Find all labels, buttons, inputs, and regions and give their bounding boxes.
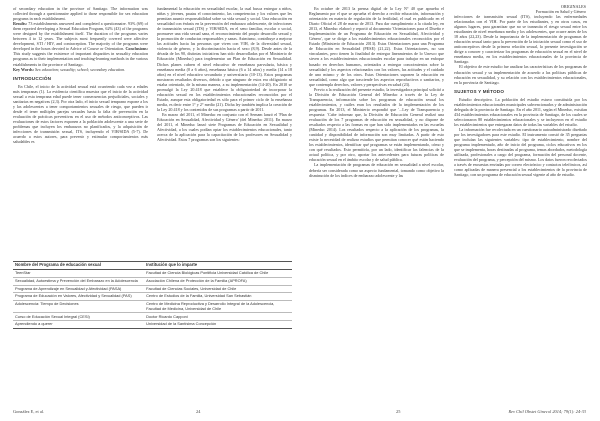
keywords-text: Sex education; sexuality; school; secondary education. [33, 66, 126, 72]
institution-cell: Centro de Medicina Reproductiva y Desarrollo Integral de la Adolescencia, Facultad de Medicina, Universidad de Chile [144, 301, 292, 313]
body-paragraph: El objetivo de este estudio fue analizar las características de los programas de educación sexual y su implementación de acuerdo a las políticas públicas de educación en sexualidad, y su relación con los establecimientos educacionales, en la provincia de Santiago. [454, 64, 587, 85]
institution-cell: Centro de Estudios de la Familia, Universidad San Sebastián [144, 293, 292, 301]
header-section: ORIGINALES [560, 4, 586, 9]
header-subsection: Formación en Salud y Género [535, 9, 586, 14]
column-4 [454, 14, 587, 177]
table-header-program: Nombre del Programa de educación sexual [13, 262, 144, 270]
results-paragraph [13, 21, 148, 66]
keywords-label: Key Words: [13, 66, 34, 72]
program-cell: Aprendiendo a querer [13, 321, 144, 329]
footer-citation: Rev Chil Obstet Ginecol 2014; 79(1): 24-33 [508, 409, 586, 414]
program-cell: Adolescencia: Tiempo de Decisiones [13, 301, 144, 313]
footer-authors: González E, et al. [13, 409, 45, 414]
body-paragraph: En octubre de 2013 la prensa digital de la Ley N° 40 que aprueba el Reglamento por el que se aprueba el derecho a recibir educación, información y orientación en materia de regulación de la fertilidad, el cual es publicado en el Diario Oficial el 28 de marzo de 2013. Para dar cumplimiento a la citada ley, en 2013, el Mineduc elaboró y reportó al documento 'Orientaciones para el Diseño e Implementación de un Programa de Educación en Sexualidad, Afectividad y Género', que se dirige a los establecimientos educacionales reconocidos por el Estado (Ministerio de Educación 2013). Estas Orientaciones para una Programa de Educación en Sexualidad (PESE) (21,22). Estas Orientaciones, no son vinculantes, pero tienen la finalidad de entregar lineamientos de lo Unesco que sirven a los establecimientos educacionales escolar para trabajar en un enfoque basado en derechos humanos, orientados a entregar conocimientos sobre la sexualidad y los aspectos relacionados con los valores, las actitudes y el cuidado de uno mismo y de los otros. Estas Orientaciones suponen la educación en sexualidad, como algo que trasciende los aspectos reproductivos o sanitarios, y que contempla derechos, valores y perspectivas en salud (23). [309, 6, 444, 87]
body-paragraph: Estudio descriptivo. La población del estudio estuvo constituida por los establecimientos educacionales municipales subvencionados y de administración delegada de la provincia de Santiago. En el año 2011, según el Mineduc, existían 434 establecimientos educacionales en la provincia de Santiago, de los cuales se seleccionaron 80 establecimientos educacionales y se incluyeron en el estudio los establecimientos que entregaran datos de todas las variables del estudio. [454, 96, 587, 127]
table-row [13, 269, 292, 277]
page-number-left: 24 [196, 409, 201, 414]
body-paragraph: Previo a la realización del presente estudio, la investigadora principal solicitó a la División de Educación General del Mineduc a través de la Ley de Transparencia, información sobre los programas de educación sexual los establecimientos, y cuáles eran los resultados de la implementación de los programas. En 2013, el Ministerio respondió que '...Ley de Transparencia y respuesta: 'Cabe informar que, la División de Educación General realizó una evaluación de los 7 programas de educación en sexualidad, y no dispone de resultados respecto a las formas en que han sido implementados en las escuelas (Mineduc 2014). Los resultados respecto a la aplicación de los programas, la cantidad y disponibilidad de información son muy limitadas. A partir de esto existe la necesidad de realizar estudios que permitan conocer qué están haciendo los establecimientos, identificar qué programas se están implementando, cómo y con qué resultados. Esto permitiría, por un lado, identificar las falencias de la actual política, y por otro, aportar los antecedentes para futuras políticas de educación sexual en el ámbito escolar y de salud pública. [309, 86, 444, 163]
table-header-row [13, 262, 292, 270]
table-header-institution: Institución que lo imparte [144, 262, 292, 270]
body-paragraph: La implementación de programas de educación en sexualidad a nivel escolar, debería ser considerada como un aspecto fundamental, tomando como objetivo la disminución de los índices de embarazo adolescente y las [309, 162, 444, 178]
table-row [13, 285, 292, 293]
column-2 [157, 6, 292, 142]
body-paragraph: fundamental la educación en sexualidad escolar, la cual busca entregar a niños, niñas y jóvenes, pautas el conocimiento, las competencias y los valores que les permitan asumir responsabilidad sobre su vida sexual y social. Una educación en sexualidad con énfasis en la prevención del embarazo adolescente, de infecciones de transmisión sexual (ITS) y VIH/SIDA, en el seno familiar, escolar o social, promueve una vida sexual sana, el reconocimiento del propio desarrollo sexual y la promoción de conductas responsables y sanas. Asimismo, contribuye a mejorar las actitudes hacia las personas que viven con VIH, de la diversidad sexual, violencia de género, y la discriminación hacia el sexo (8,9). Desde antes de la década de los 90, distintas iniciativas han sido desarrolladas por el Ministerio de Educación (Mineduc) para implementar un Plan de Educación en Sexualidad. Dichos planes cubren el nivel educativo de enseñanza parvularia, básica y enseñanza media (0 a 6 años), enseñanza básica (6 a 14 años) y media (14 a 18 años) en el nivel educativo secundario y universitario (10-13). Estos programas mostraron resultados diversos, debido a que ninguno de estos era obligatorio ni estaba orientado, de la misma manera, a su implementación (14-20). En 2010 se promulgó la Ley 20.418 que establece la obligatoriedad de incorporar la educación sexual en los establecimientos educacionales reconocidos por el Estado, aunque esta obligatoriedad es sólo para el primer ciclo de la enseñanza media, es decir entre 1° y 2° medio (21). Dicha ley también implica la creación de la Ley 20.418 y los contenidos de sus programas a partir de 2011. [157, 6, 292, 112]
table-row [13, 313, 292, 321]
program-cell: Curso de Educación Sexual Integral (CESI) [13, 313, 144, 321]
abstract-text: of secondary education in the province of Santiago. The information was collected through a questionnaire applied to those responsible for sex education programs in each establishment. [13, 6, 148, 22]
results-text: 73 establishments answered and completed a questionnaire. 93% (69) of them reported developing a Sexual Education Program, 62% (43) of the programs were designed by the establishment itself. The duration of the programs varies between 4 to 12 years. The subjects most frequently covered were affective development, STI / HIV, and contraception. The majority of the programs were developed in the hours devoted to Advice of Course or Orientation. [13, 21, 148, 52]
institution-cell: Asociación Chilena de Protección de la Familia (APROFA) [144, 277, 292, 285]
conclusions-label: Conclusions: [125, 46, 148, 52]
programs-table [13, 261, 292, 329]
table-row [13, 301, 292, 313]
institution-cell: Universidad de la Santísima Concepción [144, 321, 292, 329]
column-1 [13, 6, 148, 144]
keywords-paragraph [13, 67, 148, 72]
table-row [13, 293, 292, 301]
body-paragraph: En marzo del 2011, el Mineduc en conjunto con el Sernam lanzó el 'Plan de Educación en Sexualidad, Afectividad y Género' (del Mineduc 2011). En marzo del 2011, el Mineduc lanzó siete Programas de Educación en Sexualidad y Afectividad, a los cuales podían optar los establecimientos educacionales, tanto acerca de la aplicación para la capacitación de los profesores en Sexualidad y Afectividad. Estos 7 programas son los siguientes: [157, 111, 292, 143]
body-paragraph: La información fue recolectada en un cuestionario autoadministrado diseñado por los investigadores para este estudio. El instrumento constó de 35 preguntas que incluían las siguientes variables: tipo de establecimiento, nombre del programa implementado, año de inicio del programa, ciclos educativos en los que se implementa, horas destinadas al programa, temas abordados, metodología utilizada, profesionales a cargo del programa, formación del personal docente, evaluación del programa, y percepción del mismo. Los datos fueron recolectados a través de encuestas enviadas por correo electrónico y contactos telefónicos, así como aplicadas de manera presencial a los establecimientos de la provincia de Santiago, con un programa de educación sexual vigente al año de estudio. [454, 126, 587, 178]
institution-cell: Facultad de Ciencias Sociales, Universidad de Chile [144, 285, 292, 293]
intro-heading: INTRODUCCIÓN [13, 75, 52, 81]
program-cell: TeenStar [13, 269, 144, 277]
results-label: Results: [13, 21, 28, 27]
program-cell: Programa de Aprendizaje en Sexualidad y Afectividad (PASA) [13, 285, 144, 293]
institution-cell: Doctor Ricardo Capponi [144, 313, 292, 321]
column-3 [309, 6, 444, 178]
methods-heading: SUJETOS Y MÉTODO [454, 88, 505, 94]
program-cell: Programa de Educación en Valores, Afectividad y Sexualidad (PAS) [13, 293, 144, 301]
table-row [13, 277, 292, 285]
program-cell: Sexualidad, Autoestima y Prevención del Embarazo en la Adolescencia [13, 277, 144, 285]
institution-cell: Facultad de Ciencia Biológicas Pontificia Universidad Católica de Chile [144, 269, 292, 277]
page-number-right: 25 [396, 409, 401, 414]
running-header [536, 4, 586, 14]
conclusions-text: This study suggests the existence of important disparities in sexuality education programs as to their implementation and teaching-learning methods in the various establishments in the province of Santiago. [13, 51, 148, 67]
table-row [13, 321, 292, 329]
intro-paragraph: En Chile, el inicio de la actividad sexual está ocurriendo cada vez a edades más tempranas (1). La evidencia científica muestra que el inicio de la actividad sexual a esta temprana edad puede tener consecuencias perjudiciales, sociales y sanitarias en negativas (2,3). Por otra lado, el inicio sexual temprano expone a los y las adolescentes a tener comportamientos sexuales de riesgo, que pueden ir desde el tener múltiples parejas sexuales hasta la falta de prevención en la evaluación de prácticas preventivas en el uso de métodos anticonceptivos. Las evaluaciones de estos factores exponen a la población adolescente a una serie de problemas que incluyen los embarazos no planificados, y la adquisición de infecciones de transmisión sexual, ITS, incluyendo el VIH/SIDA (5-7). De acuerdo a estos autores, para prevenir y estimular comportamientos más saludables es [13, 83, 148, 145]
body-paragraph: infecciones de transmisión sexual (ITS), incluyendo las enfermedades relacionadas con el VIH. Por parte de los estudiantes, y en otros casos, en algunos lugares, para garantizar que no se transmita el riesgo sexual entre los estudiantes de nivel enseñanza media y los adolescentes, que ocurre antes de los 18 años (22,23). Desde la importancia de la implementación de programas de educación sexual tanto para la prevención de la iniciación sexual como el uso de anticonceptivos desde la primera relación sexual, la presente investigación se dirige a conocer y caracterizar los programas de educación sexual en el nivel de enseñanza media, en los establecimientos educacionales de la provincia de Santiago. [454, 14, 587, 65]
